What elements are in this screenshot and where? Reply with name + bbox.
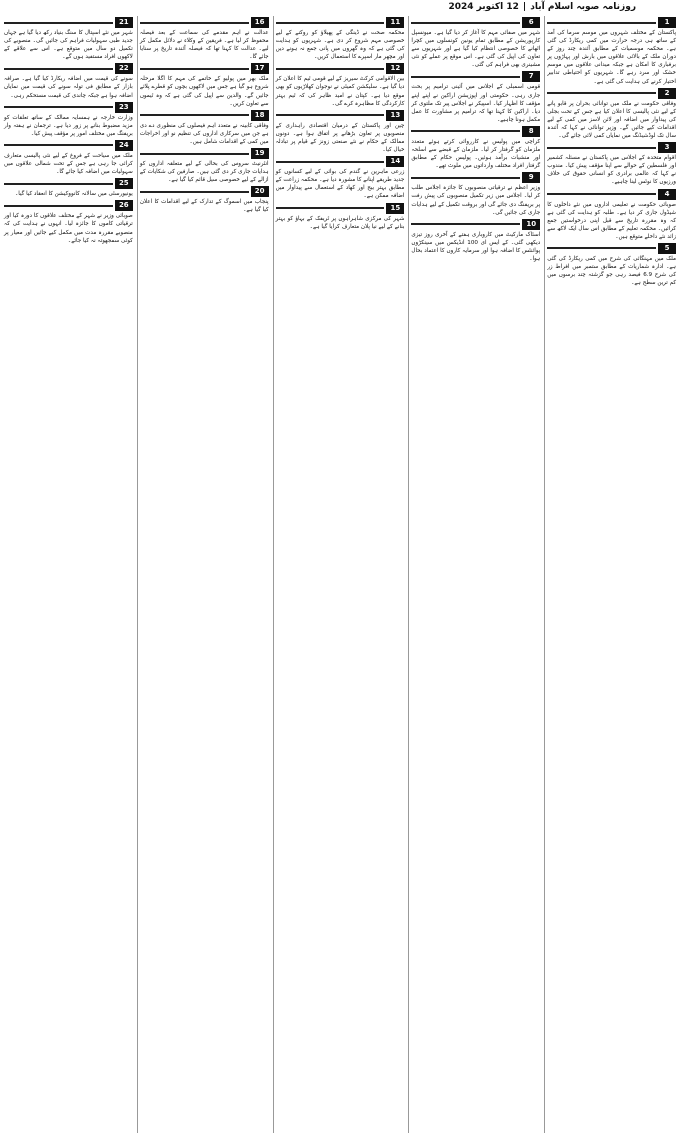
news-item-rule	[4, 144, 113, 146]
news-item-header	[140, 17, 269, 28]
news-item-number: 12	[386, 63, 404, 74]
news-item	[276, 63, 405, 107]
news-item	[140, 17, 269, 61]
news-item-text: عدالت نے اہم مقدمے کی سماعت کے بعد فیصلہ محفوظ کر لیا ہے۔ فریقین کے وکلاء نے دلائل مکمل کر لیے۔ عدالت کا کہنا تھا کہ فیصلہ آئندہ تاریخ پر سنایا جائے گا۔	[139, 30, 269, 61]
news-item	[411, 126, 540, 170]
news-item-header	[547, 243, 676, 254]
news-item-number: 19	[251, 148, 269, 159]
news-item	[547, 88, 676, 140]
news-item-text: محکمہ صحت نے ڈینگی کے پھیلاؤ کو روکنے کے لیے خصوصی مہم شروع کر دی ہے۔ شہریوں کو ہدایت کی گئی ہے کہ وہ گھروں میں پانی جمع نہ ہونے دیں اور مچھر مار اسپرے کا استعمال کریں۔	[275, 30, 405, 61]
news-item-number: 21	[115, 17, 133, 28]
news-item-rule	[140, 68, 249, 70]
news-item	[4, 178, 133, 198]
news-item-number: 17	[251, 63, 269, 74]
news-item-rule	[140, 22, 249, 24]
news-item	[547, 17, 676, 86]
news-item	[4, 17, 133, 61]
news-item-header	[547, 142, 676, 153]
news-item-text: اقوام متحدہ کے اجلاس میں پاکستان نے مسئلہ کشمیر اور فلسطین کے حوالے سے اپنا مؤقف پیش کیا۔ مندوب نے کہا کہ عالمی برادری کو انسانی حقوق کی خلاف ورزیوں کا نوٹس لینا چاہیے۔	[547, 155, 676, 186]
news-column	[408, 16, 542, 1133]
news-item	[4, 200, 133, 244]
news-item-header	[547, 17, 676, 28]
news-item-rule	[547, 147, 656, 149]
news-item-text: پاکستان کے مختلف شہروں میں موسم سرما کی آمد کے ساتھ ہی درجہ حرارت میں کمی ریکارڈ کی گئی ہے۔ محکمہ موسمیات کے مطابق آئندہ چند روز کے دوران ملک کے بالائی علاقوں میں بارش اور پہاڑوں پر برفباری کا امکان ہے جبکہ میدانی علاقوں میں موسم خشک اور سرد رہے گا۔ شہریوں کو احتیاطی تدابیر اختیار کرنے کی ہدایت کی گئی ہے۔	[547, 30, 676, 85]
news-item-header	[411, 71, 540, 82]
news-item-number: 10	[522, 219, 540, 230]
news-item-text: پنجاب میں اسموگ کے تدارک کے لیے اقدامات کا اعلان کیا گیا ہے۔	[139, 199, 269, 214]
news-item-number: 5	[658, 243, 676, 254]
news-item-header	[276, 203, 405, 214]
news-item-text: ملک میں سیاحت کے فروغ کے لیے نئی پالیسی متعارف کرائی جا رہی ہے جس کے تحت شمالی علاقوں میں سہولیات میں اضافہ کیا جائے گا۔	[4, 152, 133, 176]
news-item	[411, 219, 540, 263]
news-item	[411, 17, 540, 69]
news-item-header	[276, 63, 405, 74]
news-item-number: 4	[658, 189, 676, 200]
news-item-header	[140, 148, 269, 159]
news-column	[544, 16, 678, 1133]
news-item-rule	[411, 76, 520, 78]
news-item-rule	[276, 22, 385, 24]
news-item	[4, 63, 133, 99]
news-item-text: انٹرنیٹ سروس کی بحالی کے لیے متعلقہ اداروں کو ہدایات جاری کر دی گئی ہیں۔ صارفین کی شکایات کے ازالے کے لیے خصوصی سیل قائم کیا گیا ہے۔	[139, 161, 269, 184]
news-item-rule	[411, 22, 520, 24]
news-item-header	[411, 172, 540, 183]
news-item-rule	[547, 22, 656, 24]
news-columns	[2, 16, 678, 1133]
news-item-number: 24	[115, 140, 133, 151]
news-item-text: سونے کی قیمت میں اضافہ ریکارڈ کیا گیا ہے۔ صرافہ بازار کے مطابق فی تولہ سونے کی قیمت میں نمایاں اضافہ ہوا ہے جبکہ چاندی کی قیمت مستحکم رہی۔	[4, 76, 133, 99]
news-item-header	[4, 140, 133, 151]
publication-name: روزنامہ صوبہ اسلام آباد	[530, 2, 636, 12]
news-item-text: ملک بھر میں پولیو کے خاتمے کی مہم کا اگلا مرحلہ شروع ہو گیا ہے جس میں لاکھوں بچوں کو قطرے پلائے جائیں گے۔ والدین سے اپیل کی گئی ہے کہ وہ ٹیموں سے تعاون کریں۔	[139, 76, 269, 107]
news-item-text: صوبائی حکومت نے تعلیمی اداروں میں نئے داخلوں کا شیڈول جاری کر دیا ہے۔ طلبہ کو ہدایت کی گئی ہے کہ وہ مقررہ تاریخ سے قبل اپنی درخواستیں جمع کرائیں۔ محکمہ تعلیم کے مطابق اس سال ایک لاکھ سے زائد نئے داخلے متوقع ہیں۔	[547, 201, 676, 240]
news-item-text: ملک میں مہنگائی کی شرح میں کمی ریکارڈ کی گئی ہے۔ ادارہ شماریات کے مطابق ستمبر میں افراط زر کی شرح 6.9 فیصد رہی جو گزشتہ چند برسوں میں کم ترین سطح ہے۔	[547, 255, 676, 287]
news-item	[411, 172, 540, 216]
news-item	[4, 140, 133, 176]
news-item	[547, 189, 676, 241]
news-item-text: بین الاقوامی کرکٹ سیریز کے لیے قومی ٹیم کا اعلان کر دیا گیا ہے۔ سلیکشن کمیٹی نے نوجوان کھلاڑیوں کو بھی موقع دیا ہے۔ کپتان نے امید ظاہر کی کہ ٹیم بہتر کارکردگی کا مظاہرہ کرے گی۔	[275, 76, 405, 107]
news-item-header	[547, 88, 676, 99]
news-item	[411, 71, 540, 123]
news-item-rule	[140, 191, 249, 193]
news-item	[276, 156, 405, 200]
news-item-rule	[4, 106, 113, 108]
news-item	[140, 148, 269, 184]
news-item-rule	[276, 68, 385, 70]
news-item-number: 25	[115, 178, 133, 189]
news-item-rule	[411, 223, 520, 225]
news-item-rule	[411, 130, 520, 132]
news-item-number: 9	[522, 172, 540, 183]
news-item-text: وزیر اعظم نے ترقیاتی منصوبوں کا جائزہ اجلاس طلب کر لیا۔ اجلاس میں زیر تکمیل منصوبوں کی پیش رفت پر بریفنگ دی جائے گی اور بروقت تکمیل کے لیے ہدایات جاری کی جائیں گی۔	[411, 185, 541, 216]
news-item-header	[276, 17, 405, 28]
news-item-text: کراچی میں پولیس نے کارروائی کرتے ہوئے متعدد ملزمان کو گرفتار کر لیا۔ ملزمان کے قبضے سے اسلحہ اور منشیات برآمد ہوئیں۔ پولیس حکام کے مطابق گرفتار افراد مختلف وارداتوں میں ملوث تھے۔	[411, 138, 541, 170]
news-item-header	[276, 110, 405, 121]
news-item	[4, 102, 133, 138]
news-item-number: 22	[115, 63, 133, 74]
masthead	[0, 0, 680, 14]
news-item-number: 13	[386, 110, 404, 121]
news-item-rule	[547, 193, 656, 195]
news-item-number: 1	[658, 17, 676, 28]
news-item-text: زرعی ماہرین نے گندم کی بوائی کے لیے کسانوں کو جدید طریقے اپنانے کا مشورہ دیا ہے۔ محکمہ زراعت کے مطابق بہتر بیج اور کھاد کے استعمال سے پیداوار میں اضافہ ممکن ہے۔	[275, 169, 405, 200]
news-item-number: 20	[251, 186, 269, 197]
news-item-header	[140, 186, 269, 197]
news-column	[137, 16, 271, 1133]
news-item-rule	[547, 92, 656, 94]
news-item	[547, 142, 676, 186]
news-item-number: 7	[522, 71, 540, 82]
news-item-header	[140, 110, 269, 121]
news-item-number: 6	[522, 17, 540, 28]
news-item-rule	[4, 183, 113, 185]
news-item-text: قومی اسمبلی کے اجلاس میں آئینی ترامیم پر بحث جاری رہی۔ حکومتی اور اپوزیشن اراکین نے اپنے اپنے مؤقف کا اظہار کیا۔ اسپیکر نے اجلاس پیر تک ملتوی کر دیا۔ اراکین کا کہنا تھا کہ ترامیم پر مشاورت کا عمل مکمل ہونا چاہیے۔	[411, 84, 541, 123]
news-column	[2, 16, 135, 1133]
news-item-text: وفاقی کابینہ نے متعدد اہم فیصلوں کی منظوری دے دی ہے جن میں سرکاری اداروں کی تنظیم نو اور اخراجات میں کمی کے اقدامات شامل ہیں۔	[139, 122, 269, 145]
news-item	[547, 243, 676, 287]
news-item-rule	[4, 68, 113, 70]
news-item-number: 2	[658, 88, 676, 99]
news-item-header	[140, 63, 269, 74]
news-item-header	[4, 200, 133, 211]
publication-date: 12 اکتوبر 2024	[448, 2, 519, 12]
news-item-rule	[140, 114, 249, 116]
news-item-text: چین اور پاکستان کے درمیان اقتصادی راہداری کے منصوبوں پر تعاون بڑھانے پر اتفاق ہوا ہے۔ دونوں ممالک کے حکام نے نئے صنعتی زونز کے قیام پر تبادلہ خیال کیا۔	[275, 122, 405, 154]
news-item	[140, 186, 269, 214]
news-item-text: اسٹاک مارکیٹ میں کاروباری ہفتے کے آخری روز تیزی دیکھی گئی۔ کے ایس ای 100 انڈیکس میں سینکڑوں پوائنٹس کا اضافہ ہوا اور سرمایہ کاروں کا اعتماد بحال ہوا۔	[411, 231, 541, 262]
news-column	[273, 16, 407, 1133]
news-item-rule	[547, 247, 656, 249]
news-item-text: شہر کی مرکزی شاہراہوں پر ٹریفک کے بہاؤ کو بہتر بنانے کے لیے نیا پلان متعارف کرایا گیا ہے۔	[275, 215, 405, 230]
news-item-number: 11	[386, 17, 404, 28]
news-item-rule	[140, 153, 249, 155]
news-item-header	[276, 156, 405, 167]
news-item	[276, 17, 405, 61]
news-item-header	[4, 17, 133, 28]
news-item-rule	[4, 22, 113, 24]
news-item-header	[4, 178, 133, 189]
news-item-rule	[276, 161, 385, 163]
news-item-text: وفاقی حکومت نے ملک میں توانائی بحران پر قابو پانے کے لیے نئی پالیسی کا اعلان کیا ہے جس کے تحت بجلی کی پیداوار میں اضافہ اور لائن لاسز میں کمی کے لیے اقدامات کیے جائیں گے۔ وزیر توانائی نے کہا کہ آئندہ سال تک لوڈشیڈنگ میں نمایاں کمی لائی جائے گی۔	[547, 100, 676, 140]
news-item-number: 15	[386, 203, 404, 214]
news-item-rule	[276, 207, 385, 209]
news-item	[140, 63, 269, 107]
news-item-header	[411, 126, 540, 137]
news-item-header	[547, 189, 676, 200]
news-item-text: شہر میں نئے اسپتال کا سنگ بنیاد رکھ دیا گیا ہے جہاں جدید طبی سہولیات فراہم کی جائیں گی۔ منصوبے کی تکمیل دو سال میں متوقع ہے۔ اس سے علاقے کے لاکھوں افراد مستفید ہوں گے۔	[4, 30, 133, 61]
news-item-number: 14	[386, 156, 404, 167]
news-item-header	[4, 102, 133, 113]
news-item-number: 3	[658, 142, 676, 153]
news-item-text: صوبائی وزیر نے شہر کے مختلف علاقوں کا دورہ کیا اور ترقیاتی کاموں کا جائزہ لیا۔ انہوں نے ہدایت کی کہ منصوبے مقررہ مدت میں مکمل کیے جائیں اور معیار پر کوئی سمجھوتہ نہ کیا جائے۔	[4, 213, 133, 244]
news-item-header	[411, 17, 540, 28]
news-item-number: 26	[115, 200, 133, 211]
news-item-text: یونیورسٹی میں سالانہ کانووکیشن کا انعقاد کیا گیا۔	[14, 191, 133, 198]
news-item-number: 8	[522, 126, 540, 137]
news-item	[276, 110, 405, 154]
news-item-number: 18	[251, 110, 269, 121]
news-item-rule	[276, 114, 385, 116]
news-item-text: وزارت خارجہ نے ہمسایہ ممالک کے ساتھ تعلقات کو مزید مضبوط بنانے پر زور دیا ہے۔ ترجمان نے ہفتہ وار بریفنگ میں مختلف امور پر مؤقف پیش کیا۔	[4, 114, 133, 137]
news-item-rule	[4, 205, 113, 207]
news-item-header	[411, 219, 540, 230]
news-item-text: شہر میں صفائی مہم کا آغاز کر دیا گیا ہے۔ میونسپل کارپوریشن کے مطابق تمام یونین کونسلوں میں کچرا اٹھانے کا خصوصی انتظام کیا گیا ہے اور شہریوں سے تعاون کی اپیل کی گئی ہے۔ اس موقع پر عملے کو نئی مشینری بھی فراہم کی گئی۔	[411, 30, 541, 69]
news-item-header	[4, 63, 133, 74]
news-item-number: 23	[115, 102, 133, 113]
news-item-rule	[411, 177, 520, 179]
masthead-separator: |	[522, 2, 527, 12]
news-item	[276, 203, 405, 231]
news-item	[140, 110, 269, 146]
news-item-number: 16	[251, 17, 269, 28]
